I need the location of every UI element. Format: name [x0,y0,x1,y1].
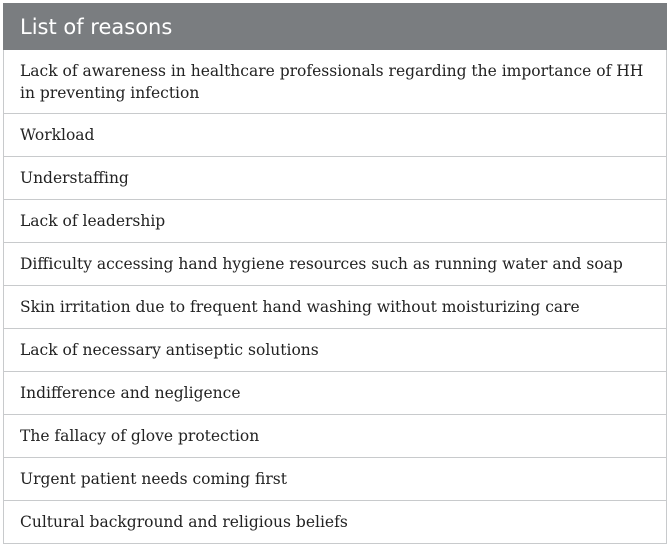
table-row [4,501,667,544]
table-row [4,286,667,329]
table-row [4,458,667,501]
table-cell: Difficulty accessing hand hygiene resources such as running water and soap [4,243,667,286]
table-header: List of reasons [4,4,667,50]
table-cell: Skin irritation due to frequent hand washing without moisturizing care [4,286,667,329]
table-row [4,157,667,200]
table-cell: Indifference and negligence [4,372,667,415]
table-row [4,243,667,286]
table-row [4,372,667,415]
reasons-table [3,3,667,544]
table-row [4,50,667,114]
table-cell: The fallacy of glove protection [4,415,667,458]
table-row [4,329,667,372]
table-cell: Cultural background and religious beliefs [4,501,667,544]
table-cell: Lack of awareness in healthcare professionals regarding the importance of HH in preventing infection [4,50,667,114]
table-cell: Lack of leadership [4,200,667,243]
table-cell: Urgent patient needs coming first [4,458,667,501]
table-row [4,415,667,458]
table-row [4,200,667,243]
table-cell: Understaffing [4,157,667,200]
table-header-row [4,4,667,50]
table-body [4,50,667,544]
table-cell: Lack of necessary antiseptic solutions [4,329,667,372]
table-row [4,114,667,157]
table-cell: Workload [4,114,667,157]
